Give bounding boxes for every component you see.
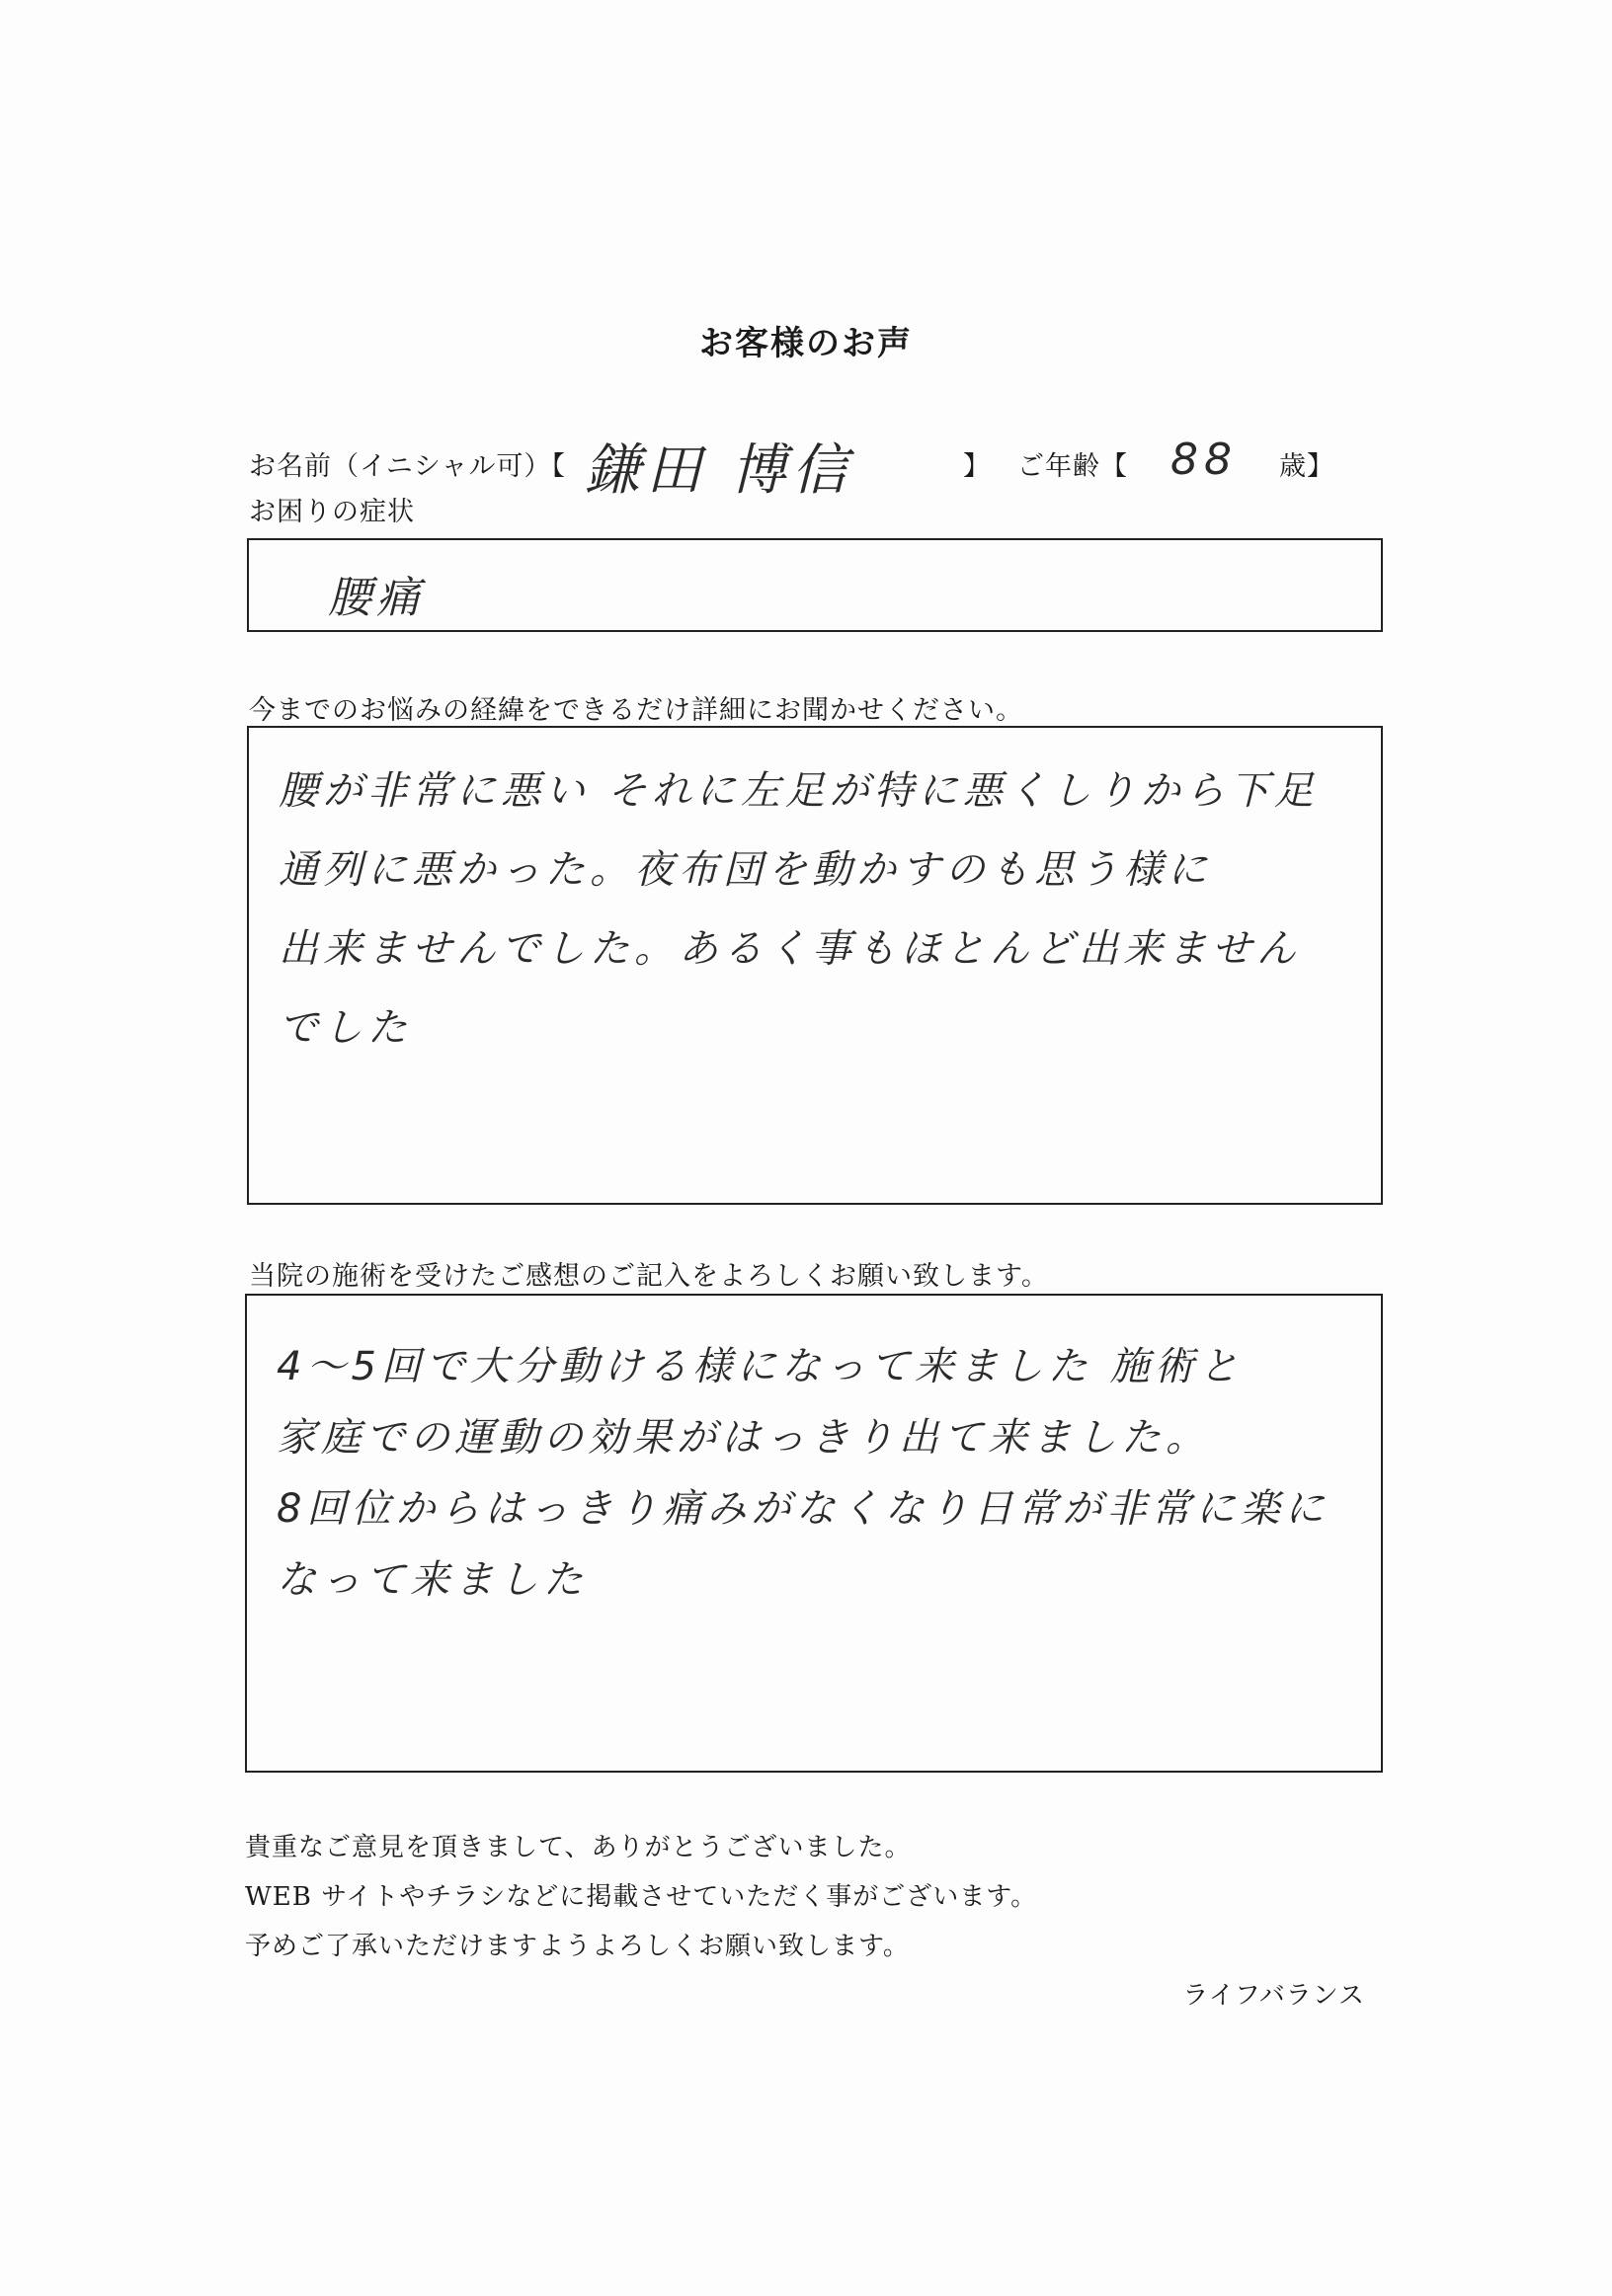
- history-line: 出来ませんでした。あるく事もほとんど出来ません: [279, 926, 1301, 972]
- name-value: 鎌田 博信: [585, 438, 853, 503]
- symptom-label: お困りの症状: [249, 497, 415, 527]
- age-unit: 歳】: [1279, 451, 1334, 482]
- history-line: でした: [279, 1005, 412, 1051]
- history-box: [247, 726, 1383, 1205]
- impression-line: 4〜5回で大分動ける様になって来ました 施術と: [277, 1344, 1244, 1389]
- age-value: 88: [1170, 435, 1238, 485]
- name-label: お名前（イニシャル可）【: [249, 451, 566, 482]
- impression-line: 家庭での運動の効果がはっきり出て来ました。: [277, 1415, 1210, 1461]
- history-line: 通列に悪かった。夜布団を動かすのも思う様に: [279, 847, 1212, 893]
- impression-line: 8回位からはっきり痛みがなくなり日常が非常に楽に: [277, 1486, 1330, 1532]
- impression-box: [245, 1294, 1383, 1773]
- footer-line: WEB サイトやチラシなどに掲載させていただく事がございます。: [245, 1882, 1038, 1912]
- history-label: 今までのお悩みの経緯をできるだけ詳細にお聞かせください。: [249, 695, 1023, 726]
- name-close-bracket: 】: [963, 451, 991, 482]
- age-label: ご年齢【: [1017, 451, 1128, 482]
- history-line: 腰が非常に悪い それに左足が特に悪くしりから下足: [279, 768, 1319, 814]
- symptom-value: 腰痛: [328, 573, 425, 623]
- page-title: お客様のお声: [699, 324, 913, 363]
- impression-line: なって来ました: [277, 1557, 588, 1603]
- footer-line: 貴重なご意見を頂きまして、ありがとうございました。: [245, 1833, 912, 1862]
- impression-label: 当院の施術を受けたご感想のご記入をよろしくお願い致します。: [249, 1261, 1049, 1292]
- signature: ライフバランス: [1182, 1981, 1365, 2011]
- footer-line: 予めご了承いただけますようよろしくお願い致します。: [245, 1932, 910, 1961]
- symptom-box: [247, 538, 1383, 632]
